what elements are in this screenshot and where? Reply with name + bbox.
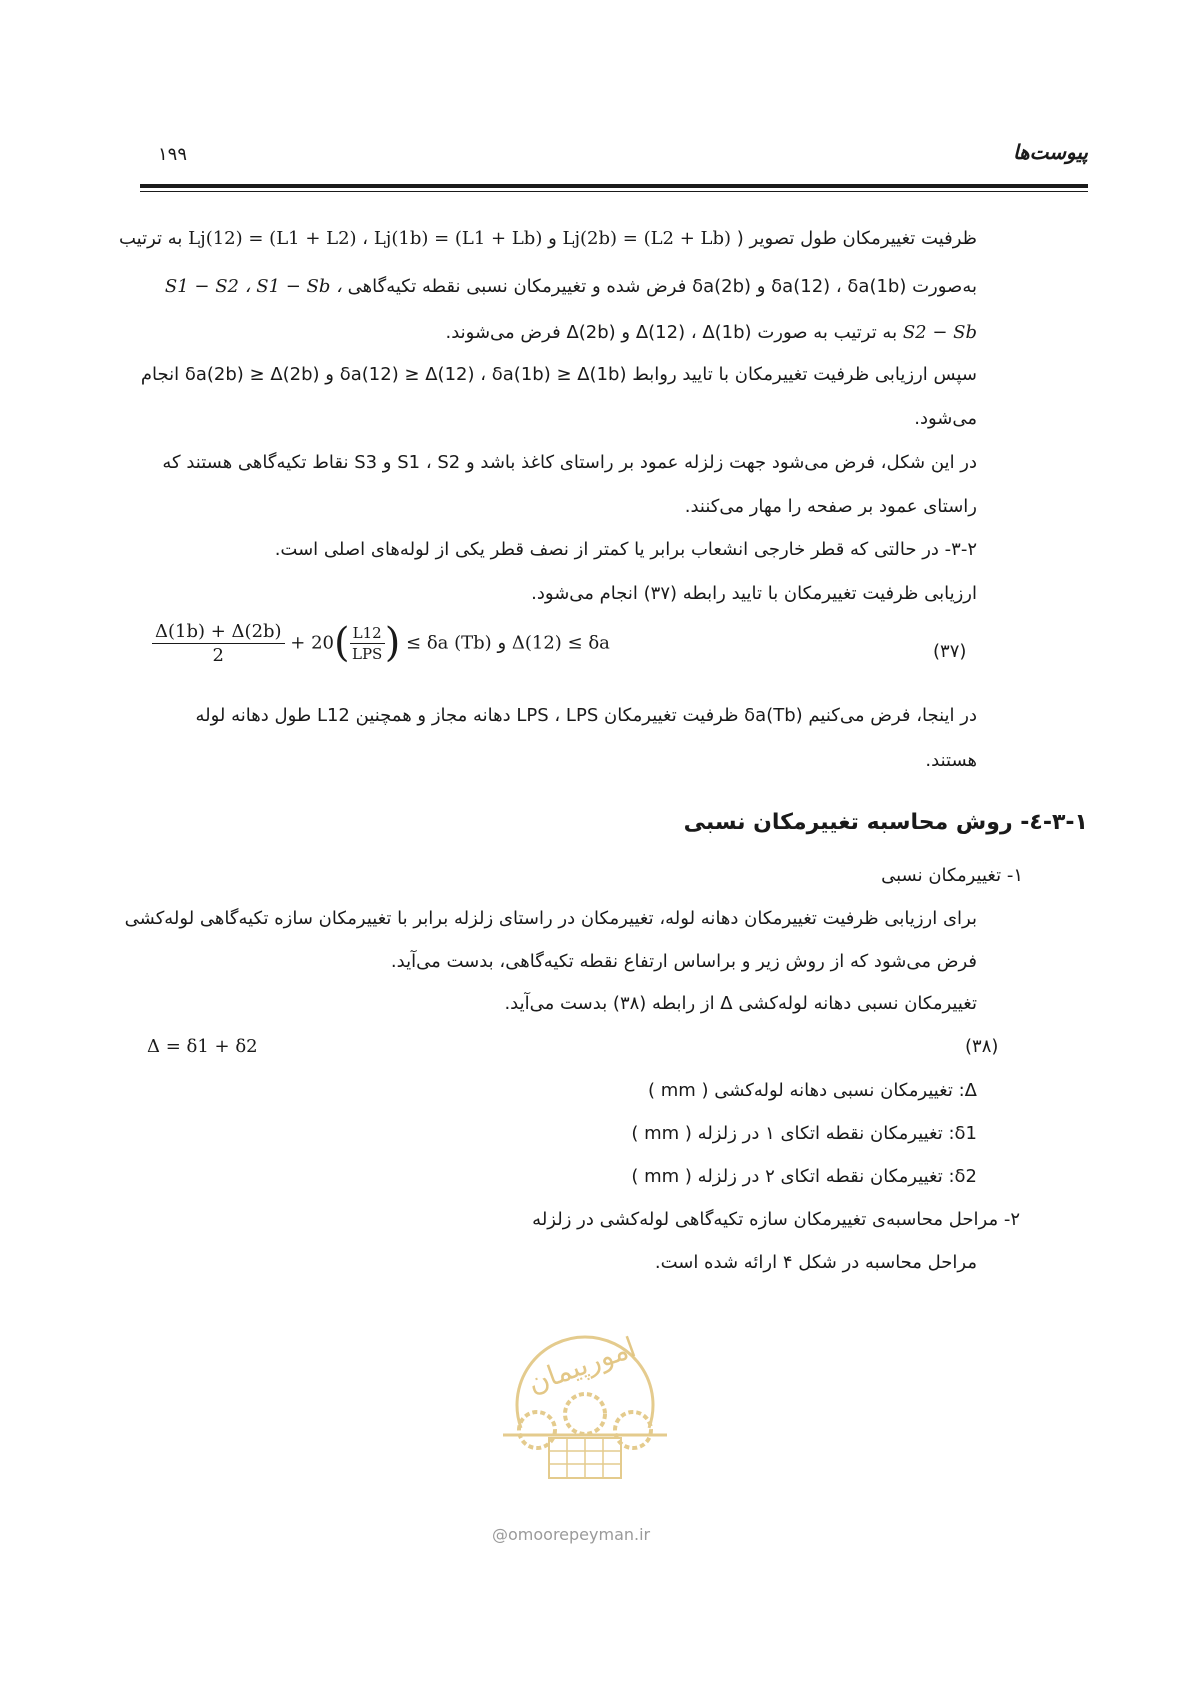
section-heading: ۳-۱-٤- روش محاسبه تغییرمکان نسبی xyxy=(683,810,1088,835)
running-header-title: پیوست‌ها xyxy=(1013,140,1088,164)
paragraph-1-line-3 xyxy=(445,322,977,343)
equation-38: Δ = δ1 + δ2 xyxy=(147,1036,258,1057)
item-1-heading: ۱- تغییرمکان نسبی xyxy=(881,865,1023,886)
eq37-ratio-den: LPS xyxy=(351,644,383,663)
p1-end: به ترتیب xyxy=(118,228,183,249)
eq37-ratio xyxy=(350,624,385,663)
paragraph-2-line-1: سپس ارزیابی ظرفیت تغییرمکان با تایید روابط δa(12) ≥ Δ(12) ، δa(1b) ≥ Δ(1b) و δa(2b) ≥ Δ(2b) انجام xyxy=(140,364,977,385)
p1-text-2: به‌صورت δa(12) ، δa(1b) و δa(2b) فرض شده و تغییرمکان نسبی نقطه تکیه‌گاهی xyxy=(347,276,977,297)
watermark-logo xyxy=(491,1310,679,1498)
item-2-line-1: مراحل محاسبه در شکل ۴ ارائه شده است. xyxy=(654,1252,977,1273)
header-rule-thick xyxy=(140,184,1088,188)
item-3-2-line-2: ارزیابی ظرفیت تغییرمکان با تایید رابطه (۳۷) انجام می‌شود. xyxy=(531,583,977,604)
eq37-connector: و xyxy=(497,632,507,654)
equation-38-number: (۳۸) xyxy=(965,1036,999,1057)
watermark-logo-text: امورپیمان xyxy=(523,1330,641,1400)
item-1-line-3: تغییرمکان نسبی دهانه لوله‌کشی Δ از رابطه (۳۸) بدست می‌آید. xyxy=(504,993,977,1014)
p1-text: ظرفیت تغییرمکان طول تصویر ( xyxy=(736,228,977,249)
equation-37-number: (۳۷) xyxy=(933,641,967,662)
paragraph-1-line-1 xyxy=(119,228,977,249)
item-1-line-2: فرض می‌شود که از روش زیر و براساس ارتفاع نقطه تکیه‌گاهی، بدست می‌آید. xyxy=(390,951,977,972)
paragraph-3-line-1: در این شکل، فرض می‌شود جهت زلزله عمود بر راستای کاغذ باشد و S1 ، S2 و S3 نقاط تکیه‌گاهی هستند که xyxy=(162,452,977,473)
page-number: ۱۹۹ xyxy=(158,144,188,165)
paragraph-3-line-2: راستای عمود بر صفحه را مهار می‌کنند. xyxy=(684,496,977,517)
definition-delta2: δ2: تغییرمکان نقطه اتکای ۲ در زلزله ( mm ) xyxy=(631,1166,977,1187)
header-rule-thin xyxy=(140,191,1088,192)
eq37-plus-coef: + 20 xyxy=(290,632,335,654)
watermark-url: @omoorepeyman.ir xyxy=(492,1525,651,1544)
eq37-fraction xyxy=(152,621,285,666)
eq37-ratio-num: L12 xyxy=(350,624,385,644)
eq37-numerator: Δ(1b) + Δ(2b) xyxy=(152,621,285,644)
p1-math-3: S2 − Sb xyxy=(902,322,977,343)
p1-math: Lj(12) = (L1 + L2) ، Lj(1b) = (L1 + Lb) و Lj(2b) = (L2 + Lb) xyxy=(188,228,732,249)
eq37-rhs: ≤ δa (Tb) xyxy=(406,632,492,654)
equation-37: $\frac{\Delta(1b) + \Delta(2b)}{2}$ + 20( $\frac{L12}{\text{LPS}}$ ) ≤ δa (Tb) و Δ(12) ≤ δa xyxy=(152,620,610,666)
item-2-heading: ۲- مراحل محاسبه‌ی تغییرمکان سازه تکیه‌گاهی لوله‌کشی در زلزله xyxy=(532,1209,1020,1230)
paragraph-4-line-1: در اینجا، فرض می‌کنیم δa(Tb) ظرفیت تغییرمکان LPS ، LPS دهانه مجاز و همچنین L12 طول دهانه لوله xyxy=(195,705,977,726)
definition-delta: Δ: تغییرمکان نسبی دهانه لوله‌کشی ( mm ) xyxy=(647,1080,977,1101)
definition-delta1: δ1: تغییرمکان نقطه اتکای ۱ در زلزله ( mm ) xyxy=(631,1123,977,1144)
item-1-line-1: برای ارزیابی ظرفیت تغییرمکان دهانه لوله، تغییرمکان در راستای زلزله برابر با تغییرمکان سازه تکیه‌گاهی لوله‌کشی xyxy=(124,908,977,929)
paragraph-1-line-2 xyxy=(165,276,977,297)
p1-text-3: به ترتیب به صورت Δ(12) ، Δ(1b) و Δ(2b) فرض می‌شوند. xyxy=(445,322,898,343)
eq37-denominator: 2 xyxy=(212,644,224,666)
item-3-2-line-1: ۳-۲- در حالتی که قطر خارجی انشعاب برابر یا کمتر از نصف قطر یکی از لوله‌های اصلی است. xyxy=(274,539,977,560)
paragraph-4-line-2: هستند. xyxy=(925,750,977,771)
p1-math-2: S1 − S2 ، S1 − Sb ، xyxy=(164,276,342,297)
paragraph-2-line-2: می‌شود. xyxy=(914,408,977,429)
eq37-second: Δ(12) ≤ δa xyxy=(511,632,610,654)
